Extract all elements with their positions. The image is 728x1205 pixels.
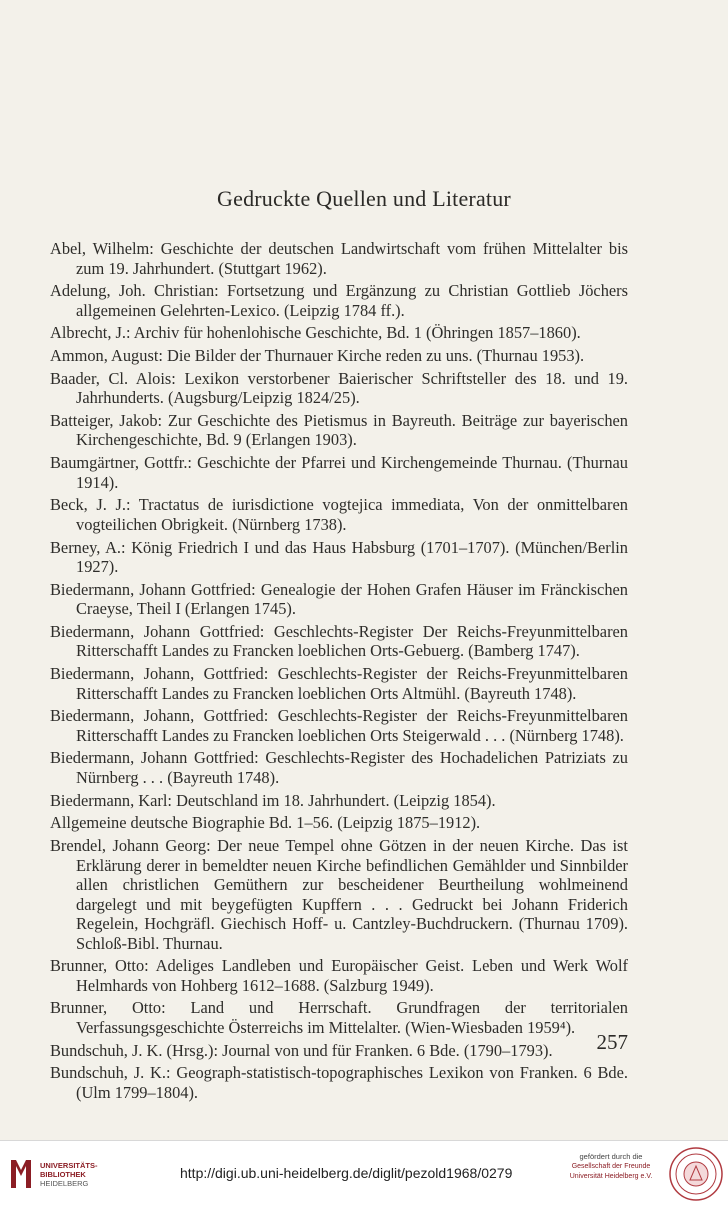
bibliography-entry: Beck, J. J.: Tractatus de iurisdictione vogtejica immediata, Von der onmittelbaren vogteilichen Obrigkeit. (Nürnberg 1738). bbox=[50, 495, 628, 534]
bibliography-entry: Biedermann, Johann, Gottfried: Geschlechts-Register der Reichs-Freyunmittelbaren Ritterschafft Landes zu Francken loeblichen Orts Steigerwald . . . (Nürnberg 1748). bbox=[50, 706, 628, 745]
bibliography-entry: Brunner, Otto: Adeliges Landleben und Europäischer Geist. Leben und Werk Wolf Helmhards von Hohberg 1612–1688. (Salzburg 1949). bbox=[50, 956, 628, 995]
bibliography-entry: Biedermann, Johann Gottfried: Geschlechts-Register Der Reichs-Freyunmittelbaren Ritterschafft Landes zu Francken loeblichen Orts-Gebuerg. (Bamberg 1747). bbox=[50, 621, 628, 661]
bibliography-entry: Biedermann, Karl: Deutschland im 18. Jahrhundert. (Leipzig 1854). bbox=[50, 790, 496, 810]
bibliography-entry: Biedermann, Johann Gottfried: Geschlechts-Register des Hochadelichen Patriziats zu Nürnberg . . . (Bayreuth 1748). bbox=[50, 748, 628, 787]
page-number: 257 bbox=[596, 1030, 628, 1054]
bibliography-entry: Ammon, August: Die Bilder der Thurnauer Kirche reden zu uns. (Thurnau 1953). bbox=[50, 346, 585, 366]
bibliography-entry: Bundschuh, J. K.: Geograph-statistisch-topographisches Lexikon von Franken. 6 Bde. (Ulm 1799–1804). bbox=[50, 1063, 628, 1102]
bibliography-entry: Baader, Cl. Alois: Lexikon verstorbener Baierischer Schriftsteller des 18. und 19. Jahrhunderts. (Augsburg/Leipzig 1824/25). bbox=[50, 368, 628, 408]
bibliography-entry: Biedermann, Johann, Gottfried: Geschlechts-Register der Reichs-Freyunmittelbaren Ritterschafft Landes zu Francken loeblichen Orts Altmühl. (Bayreuth 1748). bbox=[50, 664, 628, 703]
bibliography-entry: Bundschuh, J. K. (Hrsg.): Journal von und für Franken. 6 Bde. (1790–1793). bbox=[50, 1040, 553, 1060]
library-name-line: UNIVERSITÄTS- bbox=[40, 1161, 98, 1170]
sponsor-org-line: Gesellschaft der Freunde bbox=[571, 1163, 651, 1170]
university-library-logo-icon[interactable] bbox=[8, 1156, 34, 1192]
permalink-url[interactable]: http://digi.ub.uni-heidelberg.de/diglit/pezold1968/0279 bbox=[180, 1165, 513, 1181]
bibliography-entry: Albrecht, J.: Archiv für hohenlohische Geschichte, Bd. 1 (Öhringen 1857–1860). bbox=[50, 323, 581, 343]
university-seal-icon bbox=[668, 1146, 724, 1202]
section-heading: Gedruckte Quellen und Literatur bbox=[217, 186, 511, 211]
sponsor-block[interactable] bbox=[556, 1151, 666, 1182]
bibliography-list bbox=[50, 239, 628, 1105]
sponsor-org-line: Universität Heidelberg e.V. bbox=[569, 1173, 653, 1180]
bibliography-entry: Brunner, Otto: Land und Herrschaft. Grundfragen der territorialen Verfassungsgeschichte Österreichs im Mittelalter. (Wien-Wiesbaden 1959⁴). bbox=[50, 998, 628, 1037]
library-name[interactable] bbox=[40, 1161, 98, 1188]
bibliography-entry: Brendel, Johann Georg: Der neue Tempel ohne Götzen in der neuen Kirche. Das ist Erklärung derer in bemeldter neuen Kirche befindlichen Gemählder und Sinnbilder allen christlichen Gemüthern zur bescheidener Beurtheilung wohlmeinend dargelegt und mit beygefügten Kupffern . . . Gedruckt bei Johann Friderich Regelein, Hochgräfl. Giechisch Hoff- u. Cantzley-Buchdruckern. (Thurnau 1709). Schloß-Bibl. Thurnau. bbox=[50, 836, 628, 953]
footer-bar bbox=[0, 1140, 728, 1205]
bibliography-entry: Adelung, Joh. Christian: Fortsetzung und Ergänzung zu Christian Gottlieb Jöchers allgemeinen Gelehrten-Lexico. (Leipzig 1784 ff.). bbox=[50, 281, 628, 320]
bibliography-entry: Baumgärtner, Gottfr.: Geschichte der Pfarrei und Kirchengemeinde Thurnau. (Thurnau 1914). bbox=[50, 453, 628, 492]
bibliography-entry: Batteiger, Jakob: Zur Geschichte des Pietismus in Bayreuth. Beiträge zur bayerischen Kirchengeschichte, Bd. 9 (Erlangen 1903). bbox=[50, 410, 628, 450]
sponsor-label: gefördert durch die bbox=[579, 1152, 643, 1161]
bibliography-entry: Berney, A.: König Friedrich I und das Haus Habsburg (1701–1707). (München/Berlin 1927). bbox=[50, 537, 628, 576]
library-name-line: HEIDELBERG bbox=[40, 1179, 89, 1188]
bibliography-entry: Allgemeine deutsche Biographie Bd. 1–56. (Leipzig 1875–1912). bbox=[50, 813, 481, 833]
library-name-line: BIBLIOTHEK bbox=[40, 1170, 86, 1179]
bibliography-entry: Abel, Wilhelm: Geschichte der deutschen Landwirtschaft vom frühen Mittelalter bis zum 19. Jahrhundert. (Stuttgart 1962). bbox=[50, 239, 628, 278]
bibliography-entry: Biedermann, Johann Gottfried: Genealogie der Hohen Grafen Häuser im Fränckischen Craeyse, Theil I (Erlangen 1745). bbox=[50, 579, 628, 619]
